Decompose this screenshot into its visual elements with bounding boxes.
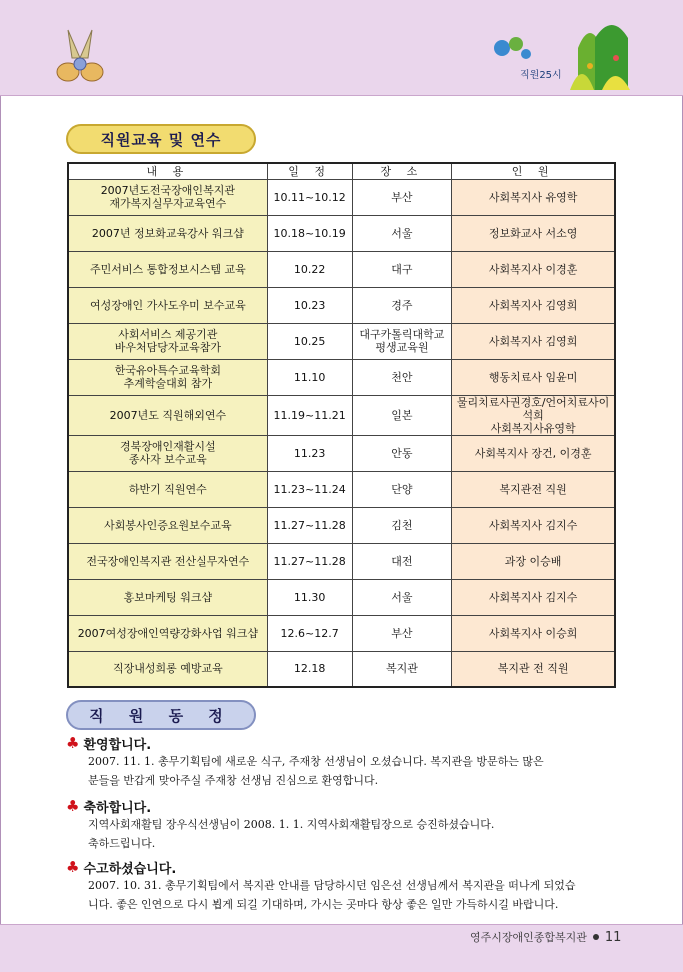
cell-person: 복지관전 직원	[452, 471, 615, 507]
header-date: 일 정	[267, 163, 352, 179]
cell-person: 사회복지사 유영학	[452, 179, 615, 215]
cell-place: 부산	[352, 615, 452, 651]
cell-date: 10.25	[267, 323, 352, 359]
notice-farewell	[66, 858, 626, 914]
cell-date: 10.11~10.12	[267, 179, 352, 215]
header-place: 장 소	[352, 163, 452, 179]
cell-date: 11.23	[267, 435, 352, 471]
cell-place: 김천	[352, 507, 452, 543]
notice-title: 환영합니다.	[83, 737, 152, 753]
cell-person: 사회복지사 김영희	[452, 287, 615, 323]
cell-content: 홍보마케팅 워크샵	[68, 579, 267, 615]
table-row	[68, 579, 615, 615]
table-row	[68, 435, 615, 471]
education-table	[67, 162, 616, 688]
cell-date: 11.23~11.24	[267, 471, 352, 507]
section-title-staff-news: 직 원 동 정	[66, 700, 256, 730]
notice-title: 축하합니다.	[83, 800, 152, 816]
cell-content: 2007년도전국장애인복지관 재가복지실무자교육연수	[68, 179, 267, 215]
cell-content: 직장내성희롱 예방교육	[68, 651, 267, 687]
notice-line: 축하드립니다.	[88, 837, 156, 850]
cell-date: 12.18	[267, 651, 352, 687]
cell-content: 한국유아특수교육학회 추계학술대회 참가	[68, 359, 267, 395]
cell-content: 2007여성장애인역량강화사업 워크샵	[68, 615, 267, 651]
cell-date: 10.18~10.19	[267, 215, 352, 251]
cell-date: 11.27~11.28	[267, 543, 352, 579]
cell-place: 부산	[352, 179, 452, 215]
header-content: 내 용	[68, 163, 267, 179]
notice-line: 지역사회재활팀 장우식선생님이 2008. 1. 1. 지역사회재활팀장으로 승진하셨습니다.	[88, 818, 495, 831]
table-row	[68, 179, 615, 215]
table-row	[68, 651, 615, 687]
green-hills-icon	[490, 18, 635, 90]
cell-date: 10.23	[267, 287, 352, 323]
cell-content: 사회서비스 제공기관 바우처담당자교육참가	[68, 323, 267, 359]
notice-title: 수고하셨습니다.	[83, 861, 177, 877]
cell-person: 과장 이승배	[452, 543, 615, 579]
cell-person: 복지관 전 직원	[452, 651, 615, 687]
cell-person: 물리치료사권경호/언어치료사이석희 사회복지사유영학	[452, 395, 615, 435]
cell-content: 경북장애인재활시설 종사자 보수교육	[68, 435, 267, 471]
cell-content: 전국장애인복지관 전산실무자연수	[68, 543, 267, 579]
table-row	[68, 543, 615, 579]
cell-place: 단양	[352, 471, 452, 507]
cell-person: 행동치료사 임윤미	[452, 359, 615, 395]
cell-place: 천안	[352, 359, 452, 395]
cell-content: 주민서비스 통합정보시스템 교육	[68, 251, 267, 287]
cell-date: 11.19~11.21	[267, 395, 352, 435]
cell-person: 사회복지사 이승희	[452, 615, 615, 651]
table-row	[68, 507, 615, 543]
table-row	[68, 251, 615, 287]
cell-person: 사회복지사 김지수	[452, 579, 615, 615]
cell-place: 안동	[352, 435, 452, 471]
table-row	[68, 287, 615, 323]
cell-date: 11.10	[267, 359, 352, 395]
footer-org-name: 영주시장애인종합복지관	[470, 931, 587, 944]
bow-ribbon-icon	[50, 28, 110, 88]
notice-line: 2007. 10. 31. 총무기획팀에서 복지관 안내를 담당하시던 임은선 선생님께서 복지관을 떠나게 되었습	[88, 879, 576, 892]
club-suit-icon: ♣	[66, 734, 80, 752]
footer	[470, 929, 621, 945]
notice-line: 니다. 좋은 인연으로 다시 뵙게 되길 기대하며, 가시는 곳마다 항상 좋은 일만 가득하시길 바랍니다.	[88, 898, 559, 911]
cell-content: 2007년도 직원해외연수	[68, 395, 267, 435]
cell-person: 정보화교사 서소영	[452, 215, 615, 251]
table-row	[68, 471, 615, 507]
notice-congrats	[66, 797, 626, 853]
cell-content: 하반기 직원연수	[68, 471, 267, 507]
bullet-dot-icon	[593, 934, 599, 940]
table-header-row	[68, 163, 615, 179]
cell-place: 서울	[352, 215, 452, 251]
cell-date: 10.22	[267, 251, 352, 287]
table-row	[68, 395, 615, 435]
cell-person: 사회복지사 장건, 이경훈	[452, 435, 615, 471]
page-number: 11	[604, 929, 622, 945]
club-suit-icon: ♣	[66, 797, 80, 815]
section-title-education: 직원교육 및 연수	[66, 124, 256, 154]
cell-content: 2007년 정보화교육강사 워크샵	[68, 215, 267, 251]
table-row	[68, 215, 615, 251]
table-row	[68, 323, 615, 359]
club-suit-icon: ♣	[66, 858, 80, 876]
header-person: 인 원	[452, 163, 615, 179]
cell-person: 사회복지사 김지수	[452, 507, 615, 543]
cell-place: 경주	[352, 287, 452, 323]
cell-place: 서울	[352, 579, 452, 615]
notice-line: 2007. 11. 1. 총무기획팀에 새로운 식구, 주재창 선생님이 오셨습니다. 복지관을 방문하는 많은	[88, 755, 544, 768]
cell-date: 11.30	[267, 579, 352, 615]
cell-place: 대구	[352, 251, 452, 287]
cell-place: 복지관	[352, 651, 452, 687]
cell-place: 대구카톨릭대학교 평생교육원	[352, 323, 452, 359]
cell-date: 11.27~11.28	[267, 507, 352, 543]
notice-welcome	[66, 734, 626, 790]
issue-label: 직원25시	[520, 70, 562, 81]
table-row	[68, 359, 615, 395]
cell-place: 일본	[352, 395, 452, 435]
cell-person: 사회복지사 김영희	[452, 323, 615, 359]
cell-content: 여성장애인 가사도우미 보수교육	[68, 287, 267, 323]
cell-place: 대전	[352, 543, 452, 579]
table-row	[68, 615, 615, 651]
cell-content: 사회봉사인증요원보수교육	[68, 507, 267, 543]
notice-line: 분들을 반갑게 맞아주실 주재창 선생님 진심으로 환영합니다.	[88, 774, 379, 787]
cell-date: 12.6~12.7	[267, 615, 352, 651]
cell-person: 사회복지사 이경훈	[452, 251, 615, 287]
